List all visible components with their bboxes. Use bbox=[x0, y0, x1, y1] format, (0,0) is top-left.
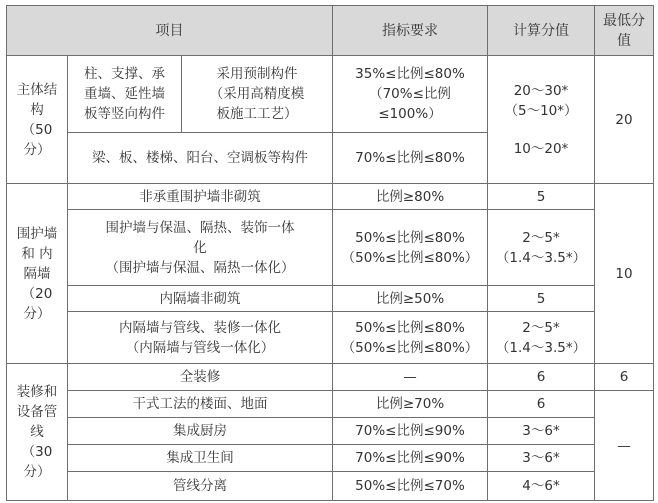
decoration-requirement-cell: 比例≥70% bbox=[333, 391, 488, 418]
decoration-requirement-cell: 70%≤比例≤90% bbox=[333, 445, 488, 472]
cell-line: （5～10*） bbox=[504, 102, 578, 119]
cell-line: （1.4～3.5*） bbox=[495, 339, 587, 356]
category-line: 主体结 bbox=[16, 81, 58, 98]
category-line: 围护墙 bbox=[16, 225, 58, 242]
prefab-requirement-cell bbox=[333, 56, 488, 133]
envelope-min-cell: 10 bbox=[595, 184, 654, 364]
cell-line: ≤100%） bbox=[378, 106, 442, 122]
category-line: 分） bbox=[23, 141, 51, 158]
header-min-score-line: 最低分 bbox=[603, 12, 645, 29]
table-row bbox=[7, 472, 654, 501]
table-row bbox=[7, 418, 654, 445]
envelope-score-cell: 5 bbox=[488, 286, 595, 312]
table-row bbox=[7, 184, 654, 210]
cell-line: 2～5* bbox=[522, 319, 560, 336]
decoration-item-cell: 集成厨房 bbox=[68, 418, 333, 445]
main-structure-min-cell: 20 bbox=[595, 56, 654, 184]
decoration-item-cell: 干式工法的楼面、地面 bbox=[68, 391, 333, 418]
decoration-min-cell: — bbox=[595, 391, 654, 501]
decoration-min-cell: 6 bbox=[595, 364, 654, 391]
decoration-score-cell: 6 bbox=[488, 391, 595, 418]
table-row bbox=[7, 210, 654, 286]
category-line: （50 bbox=[21, 121, 53, 138]
table-row bbox=[7, 286, 654, 312]
decoration-item-cell: 管线分离 bbox=[68, 472, 333, 501]
header-score: 计算分值 bbox=[488, 6, 595, 56]
header-row bbox=[7, 6, 654, 56]
main-structure-score-cell bbox=[488, 56, 595, 184]
decoration-score-cell: 6 bbox=[488, 364, 595, 391]
cell-line: 采用预制构件 bbox=[216, 66, 298, 82]
table-row bbox=[7, 391, 654, 418]
category-line: （30 bbox=[21, 444, 53, 460]
decoration-requirement-cell: — bbox=[333, 364, 488, 391]
decoration-item-cell: 集成卫生间 bbox=[68, 445, 333, 472]
spacer bbox=[490, 121, 592, 139]
envelope-item-cell: 内隔墙非砌筑 bbox=[68, 286, 333, 312]
cell-line: 重墙、延性墙 bbox=[84, 86, 165, 102]
envelope-requirement-cell bbox=[333, 312, 488, 364]
cell-line: 围护墙与保温、隔热、装饰一体 bbox=[105, 219, 295, 236]
category-envelope bbox=[7, 184, 68, 364]
category-line: 设备管 bbox=[16, 404, 58, 420]
cell-line: 50%≤比例≤80% bbox=[355, 319, 465, 336]
cell-line: 20～30* bbox=[513, 82, 569, 99]
cell-line: （50%≤比例≤80%） bbox=[341, 249, 479, 266]
cell-line: （采用高精度模 bbox=[209, 86, 305, 102]
cell-line: 柱、支撑、承 bbox=[84, 66, 165, 82]
cell-line: （1.4～3.5*） bbox=[495, 249, 587, 266]
cell-line: 板施工工艺） bbox=[216, 106, 298, 122]
header-min-score bbox=[595, 6, 654, 56]
category-decoration bbox=[7, 364, 68, 501]
category-line: 装修和 bbox=[16, 384, 58, 400]
category-line: 线 bbox=[30, 424, 44, 440]
decoration-score-cell: 4～6* bbox=[488, 472, 595, 501]
envelope-requirement-cell bbox=[333, 210, 488, 286]
table-row bbox=[7, 56, 654, 133]
cell-line: 10～20* bbox=[513, 140, 569, 157]
vertical-members-cell bbox=[68, 56, 182, 133]
cell-line: 板等竖向构件 bbox=[84, 106, 165, 122]
table-row bbox=[7, 312, 654, 364]
decoration-item-cell: 全装修 bbox=[68, 364, 333, 391]
envelope-item-cell: 非承重围护墙非砌筑 bbox=[68, 184, 333, 210]
cell-line: （内隔墙与管线一体化） bbox=[125, 339, 275, 356]
category-line: 隔墙 bbox=[23, 265, 51, 282]
envelope-item-cell bbox=[68, 312, 333, 364]
cell-line: 35%≤比例≤80% bbox=[355, 66, 465, 82]
header-requirement: 指标要求 bbox=[333, 6, 488, 56]
category-line: 分） bbox=[23, 464, 51, 480]
cell-line: （70%≤比例 bbox=[369, 86, 451, 102]
cell-line: 化 bbox=[193, 239, 207, 256]
category-line: 构 bbox=[30, 101, 44, 118]
prefab-scoring-table bbox=[6, 5, 654, 501]
cell-line: 50%≤比例≤80% bbox=[355, 229, 465, 246]
envelope-requirement-cell: 比例≥50% bbox=[333, 286, 488, 312]
category-line: 分） bbox=[23, 305, 51, 322]
envelope-score-cell bbox=[488, 312, 595, 364]
cell-line: （50%≤比例≤80%） bbox=[341, 339, 479, 356]
table-row bbox=[7, 364, 654, 391]
category-line: 和 内 bbox=[21, 245, 53, 262]
prefab-components-cell bbox=[182, 56, 333, 133]
beams-slabs-cell: 梁、板、楼梯、阳台、空调板等构件 bbox=[68, 133, 333, 184]
header-min-score-line: 值 bbox=[617, 32, 631, 49]
decoration-requirement-cell: 70%≤比例≤90% bbox=[333, 418, 488, 445]
header-item: 项目 bbox=[7, 6, 333, 56]
table-row bbox=[7, 445, 654, 472]
envelope-score-cell bbox=[488, 210, 595, 286]
decoration-score-cell: 3～6* bbox=[488, 445, 595, 472]
category-main-structure bbox=[7, 56, 68, 184]
decoration-requirement-cell: 50%≤比例≤70% bbox=[333, 472, 488, 501]
cell-line: （围护墙与保温、隔热一体化） bbox=[105, 259, 295, 276]
envelope-item-cell bbox=[68, 210, 333, 286]
cell-line: 2～5* bbox=[522, 229, 560, 246]
envelope-score-cell: 5 bbox=[488, 184, 595, 210]
envelope-requirement-cell: 比例≥80% bbox=[333, 184, 488, 210]
cell-line: 内隔墙与管线、装修一体化 bbox=[119, 319, 281, 336]
category-line: （20 bbox=[21, 285, 53, 302]
beams-requirement-cell: 70%≤比例≤80% bbox=[333, 133, 488, 184]
decoration-score-cell: 3～6* bbox=[488, 418, 595, 445]
